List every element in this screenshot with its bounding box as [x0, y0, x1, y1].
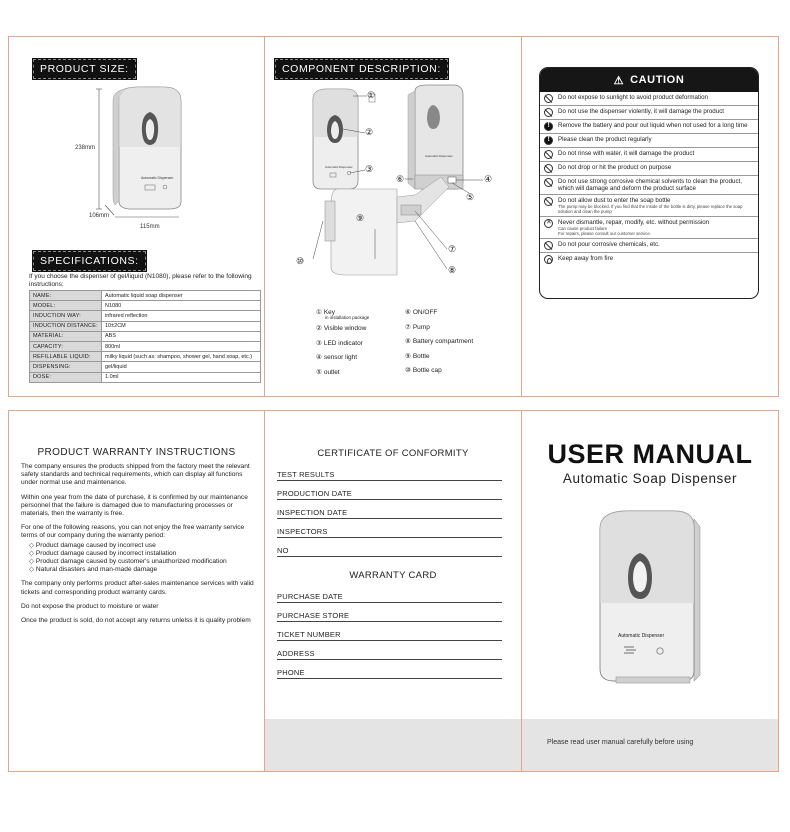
callout-8: ⑧ [448, 265, 457, 275]
spec-key: REFILLABLE LIQUID: [30, 352, 102, 362]
svg-text:Automatic Dispenser: Automatic Dispenser [425, 154, 453, 158]
list-item: ◇ Product damage caused by incorrect use [29, 541, 156, 549]
legend-sublabel: in installation package [325, 315, 370, 320]
cover-device-label: Automatic Dispenser [618, 633, 665, 639]
cover-footer [522, 719, 778, 771]
warranty-paragraph: The company only performs product after-sales maintenance services with valid tickets and corresponding product warranty cards. [21, 580, 254, 596]
caution-text: Do not rinse with water, it will damage the product [558, 150, 695, 157]
warranty-paragraph: Do not expose the product to moisture or water [21, 602, 159, 610]
caution-text-wrap [558, 241, 660, 248]
number-field: NO [277, 546, 502, 557]
table-row [30, 372, 261, 382]
test-results-field: TEST RESULTS [277, 470, 502, 481]
purchase-date-field: PURCHASE DATE [277, 592, 502, 603]
warranty-card-title: WARRANTY CARD [349, 570, 437, 581]
caution-item [540, 161, 758, 175]
spec-key: MODEL: [30, 301, 102, 311]
list-item: ◇ Product damage caused by customer's unauthorized modification [29, 558, 227, 566]
spec-value: 10±2CM [102, 321, 261, 331]
caution-text: Do not allow dust to enter the soap bottle [558, 197, 671, 204]
legend-item [316, 339, 369, 347]
specifications-header: SPECIFICATIONS: [33, 251, 146, 271]
table-row [30, 352, 261, 362]
legend-right [405, 308, 473, 381]
spec-value: ABS [102, 331, 261, 341]
caution-box [539, 67, 759, 299]
table-row [30, 362, 261, 372]
legend-number: ④ [316, 354, 322, 361]
legend-label: Battery compartment [412, 338, 474, 345]
caution-text: Remove the battery and pour out liquid when not used for a long time [558, 122, 748, 129]
caution-item [540, 252, 758, 266]
user-manual-title: USER MANUAL [547, 439, 753, 469]
cover-panel [521, 410, 779, 772]
legend-label: Visible window [323, 325, 367, 332]
callout-4: ④ [484, 174, 493, 184]
phone-field: PHONE [277, 668, 502, 679]
legend-item [405, 352, 473, 360]
height-dimension: 238mm [75, 145, 96, 151]
legend-number: ⑥ [405, 309, 411, 316]
caution-item [540, 147, 758, 161]
spec-value: 800ml [102, 341, 261, 351]
callout-10: ⑩ [296, 256, 305, 266]
legend-item [405, 337, 473, 345]
spec-value: gel/liquid [102, 362, 261, 372]
legend-number: ⑧ [405, 338, 411, 345]
warranty-instructions-panel [8, 410, 265, 772]
certificate-footer-band [265, 719, 521, 771]
certificate-title: CERTIFICATE OF CONFORMITY [317, 448, 469, 459]
component-header: COMPONENT DESCRIPTION: [275, 59, 448, 79]
list-item: ◇ Product damage caused by incorrect installation [29, 549, 177, 557]
legend-label: sensor light [323, 354, 358, 361]
spec-key: NAME: [30, 291, 102, 301]
caution-text-wrap [558, 164, 671, 171]
legend-item [405, 323, 473, 331]
table-row [30, 331, 261, 341]
caution-text: Please clean the product regularly [558, 136, 652, 143]
legend-number: ① [316, 309, 322, 316]
caution-text: Do not pour corrosive chemicals, etc. [558, 241, 660, 248]
caution-text-wrap [558, 122, 748, 129]
svg-text:Automatic Dispenser: Automatic Dispenser [325, 165, 353, 169]
legend-left [316, 308, 369, 382]
caution-subtext: Can cause product failure For repairs, please consult our customer service. [558, 226, 651, 236]
caution-text-wrap [558, 197, 754, 214]
caution-item [540, 105, 758, 119]
caution-item [540, 175, 758, 194]
caution-title: CAUTION [630, 74, 685, 86]
spec-key: INDUCTION DISTANCE: [30, 321, 102, 331]
table-row [30, 311, 261, 321]
spec-value: N1080 [102, 301, 261, 311]
warranty-instructions-title: PRODUCT WARRANTY INSTRUCTIONS [37, 447, 236, 458]
legend-label: Bottle cap [412, 367, 442, 374]
spec-value: milky liquid (such as: shampoo, shower gel, hand soap, etc.) [102, 352, 261, 362]
user-manual-subtitle: Automatic Soap Dispenser [562, 471, 738, 486]
callout-6: ⑥ [396, 174, 405, 184]
caution-text: Keep away from fire [558, 255, 614, 262]
no-dismantle-icon [544, 219, 553, 228]
spec-key: MATERIAL: [30, 331, 102, 341]
warranty-paragraph: For one of the following reasons, you can not enjoy the free warranty service terms of our company during the warranty period: [21, 524, 245, 540]
caution-item [540, 92, 758, 105]
specifications-table [29, 290, 261, 383]
warranty-paragraph: The company ensures the products shipped from the factory meet the relevant safety standards and technical requirements, which can display all functions under normal use and maintenance. [21, 463, 250, 487]
caution-text: Do not use the dispenser violently, it will damage the product [558, 108, 725, 115]
spec-value: infrared reflection [102, 311, 261, 321]
fire-icon [544, 255, 553, 264]
callout-1: ① [367, 90, 376, 100]
table-row [30, 301, 261, 311]
legend-label: Bottle [412, 352, 430, 360]
caution-item [540, 238, 758, 252]
cover-footer-text: Please read user manual carefully before using [547, 739, 694, 746]
legend-item [316, 324, 369, 332]
caution-text-wrap [558, 150, 694, 157]
caution-text: Do not expose to sunlight to avoid product deformation [558, 94, 708, 101]
legend-item [405, 308, 473, 316]
warranty-paragraph: Once the product is sold, do not accept any returns unlelss it is quality problem [21, 617, 251, 625]
legend-item [316, 353, 369, 361]
warranty-instructions-body [21, 463, 257, 631]
legend-label: Key [323, 309, 336, 316]
table-row [30, 321, 261, 331]
caution-text-wrap [558, 219, 709, 236]
production-date-field: PRODUCTION DATE [277, 489, 502, 500]
callout-5: ⑤ [466, 192, 475, 202]
prohibited-icon [544, 197, 553, 206]
certificate-panel [264, 410, 522, 772]
prohibited-icon [544, 178, 553, 187]
callout-3: ③ [365, 164, 374, 174]
spec-key: CAPACITY: [30, 341, 102, 351]
product-size-header: PRODUCT SIZE: [33, 59, 136, 79]
caution-text-wrap [558, 108, 724, 115]
caution-header [540, 68, 758, 92]
component-panel [264, 36, 522, 397]
depth-dimension: 106mm [89, 213, 110, 219]
product-size-panel [8, 36, 265, 397]
caution-subtext: The pump may be blocked. If you find that the inside of the bottle is dirty, please replace the soap solution and clean the pump [558, 204, 743, 214]
inspectors-field: INSPECTORS [277, 527, 502, 538]
legend-item [405, 366, 473, 374]
width-dimension: 115mm [140, 224, 160, 230]
callout-9: ⑨ [356, 213, 365, 223]
legend-label: outlet [323, 368, 340, 376]
legend-label: ON/OFF [412, 309, 438, 316]
caution-text: Do not drop or hit the product on purpose [558, 164, 672, 171]
prohibited-icon [544, 108, 553, 117]
purchase-store-field: PURCHASE STORE [277, 611, 502, 622]
caution-text: Do not use strong corrosive chemical solvents to clean the product, which will damage and deform the product surface [558, 178, 742, 192]
warranty-paragraph: Within one year from the date of purchase, it is confirmed by our maintenance personnel that the failure is damaged due to manufacturing processes or materials, then the warranty is free. [21, 493, 248, 518]
spec-key: INDUCTION WAY: [30, 311, 102, 321]
caution-text-wrap [558, 255, 613, 262]
prohibited-icon [544, 150, 553, 159]
caution-text-wrap [558, 94, 708, 101]
legend-item [316, 308, 369, 320]
callout-2: ② [365, 127, 374, 137]
caution-text-wrap [558, 178, 754, 192]
table-row [30, 341, 261, 351]
product-size-device-label: Automatic Dispenser [141, 176, 174, 180]
caution-text-wrap [558, 136, 652, 143]
spec-value: 1.0ml [102, 372, 261, 382]
legend-label: Pump [412, 323, 430, 331]
caution-item [540, 216, 758, 238]
spec-key: DISPENSING: [30, 362, 102, 372]
caution-item [540, 133, 758, 147]
spec-value: Automatic liquid soap dispenser [102, 291, 261, 301]
legend-label: LED indicator [323, 339, 363, 347]
callout-7: ⑦ [448, 244, 457, 254]
table-row [30, 291, 261, 301]
caution-item [540, 119, 758, 133]
exclamation-icon [544, 122, 553, 131]
exclamation-icon [544, 136, 553, 145]
dispenser-illustration [588, 507, 718, 687]
legend-item [316, 368, 369, 376]
legend-number: ⑦ [405, 323, 411, 331]
legend-number: ⑨ [405, 352, 411, 360]
spec-key: DOSE: [30, 372, 102, 382]
prohibited-icon [544, 241, 553, 250]
legend-number: ③ [316, 339, 322, 347]
specifications-intro: If you choose the dispenser of gel/liquid (N1080), please refer to the following instructions: [29, 273, 252, 288]
caution-item [540, 194, 758, 216]
caution-panel [521, 36, 779, 397]
prohibited-icon [544, 164, 553, 173]
legend-number: ⑤ [316, 368, 322, 376]
legend-number: ⑩ [405, 367, 411, 374]
list-item: ◇ Natural disasters and man-made damage [29, 566, 158, 574]
caution-text: Never dismantle, repair, modify, etc. without permission [558, 219, 710, 226]
prohibited-icon [544, 94, 553, 103]
warranty-exclusion-list [21, 542, 257, 575]
ticket-number-field: TICKET NUMBER [277, 630, 502, 641]
legend-number: ② [316, 325, 322, 332]
address-field: ADDRESS [277, 649, 502, 660]
inspection-date-field: INSPECTION DATE [277, 508, 502, 519]
warning-triangle-icon: ⚠ [613, 74, 625, 87]
